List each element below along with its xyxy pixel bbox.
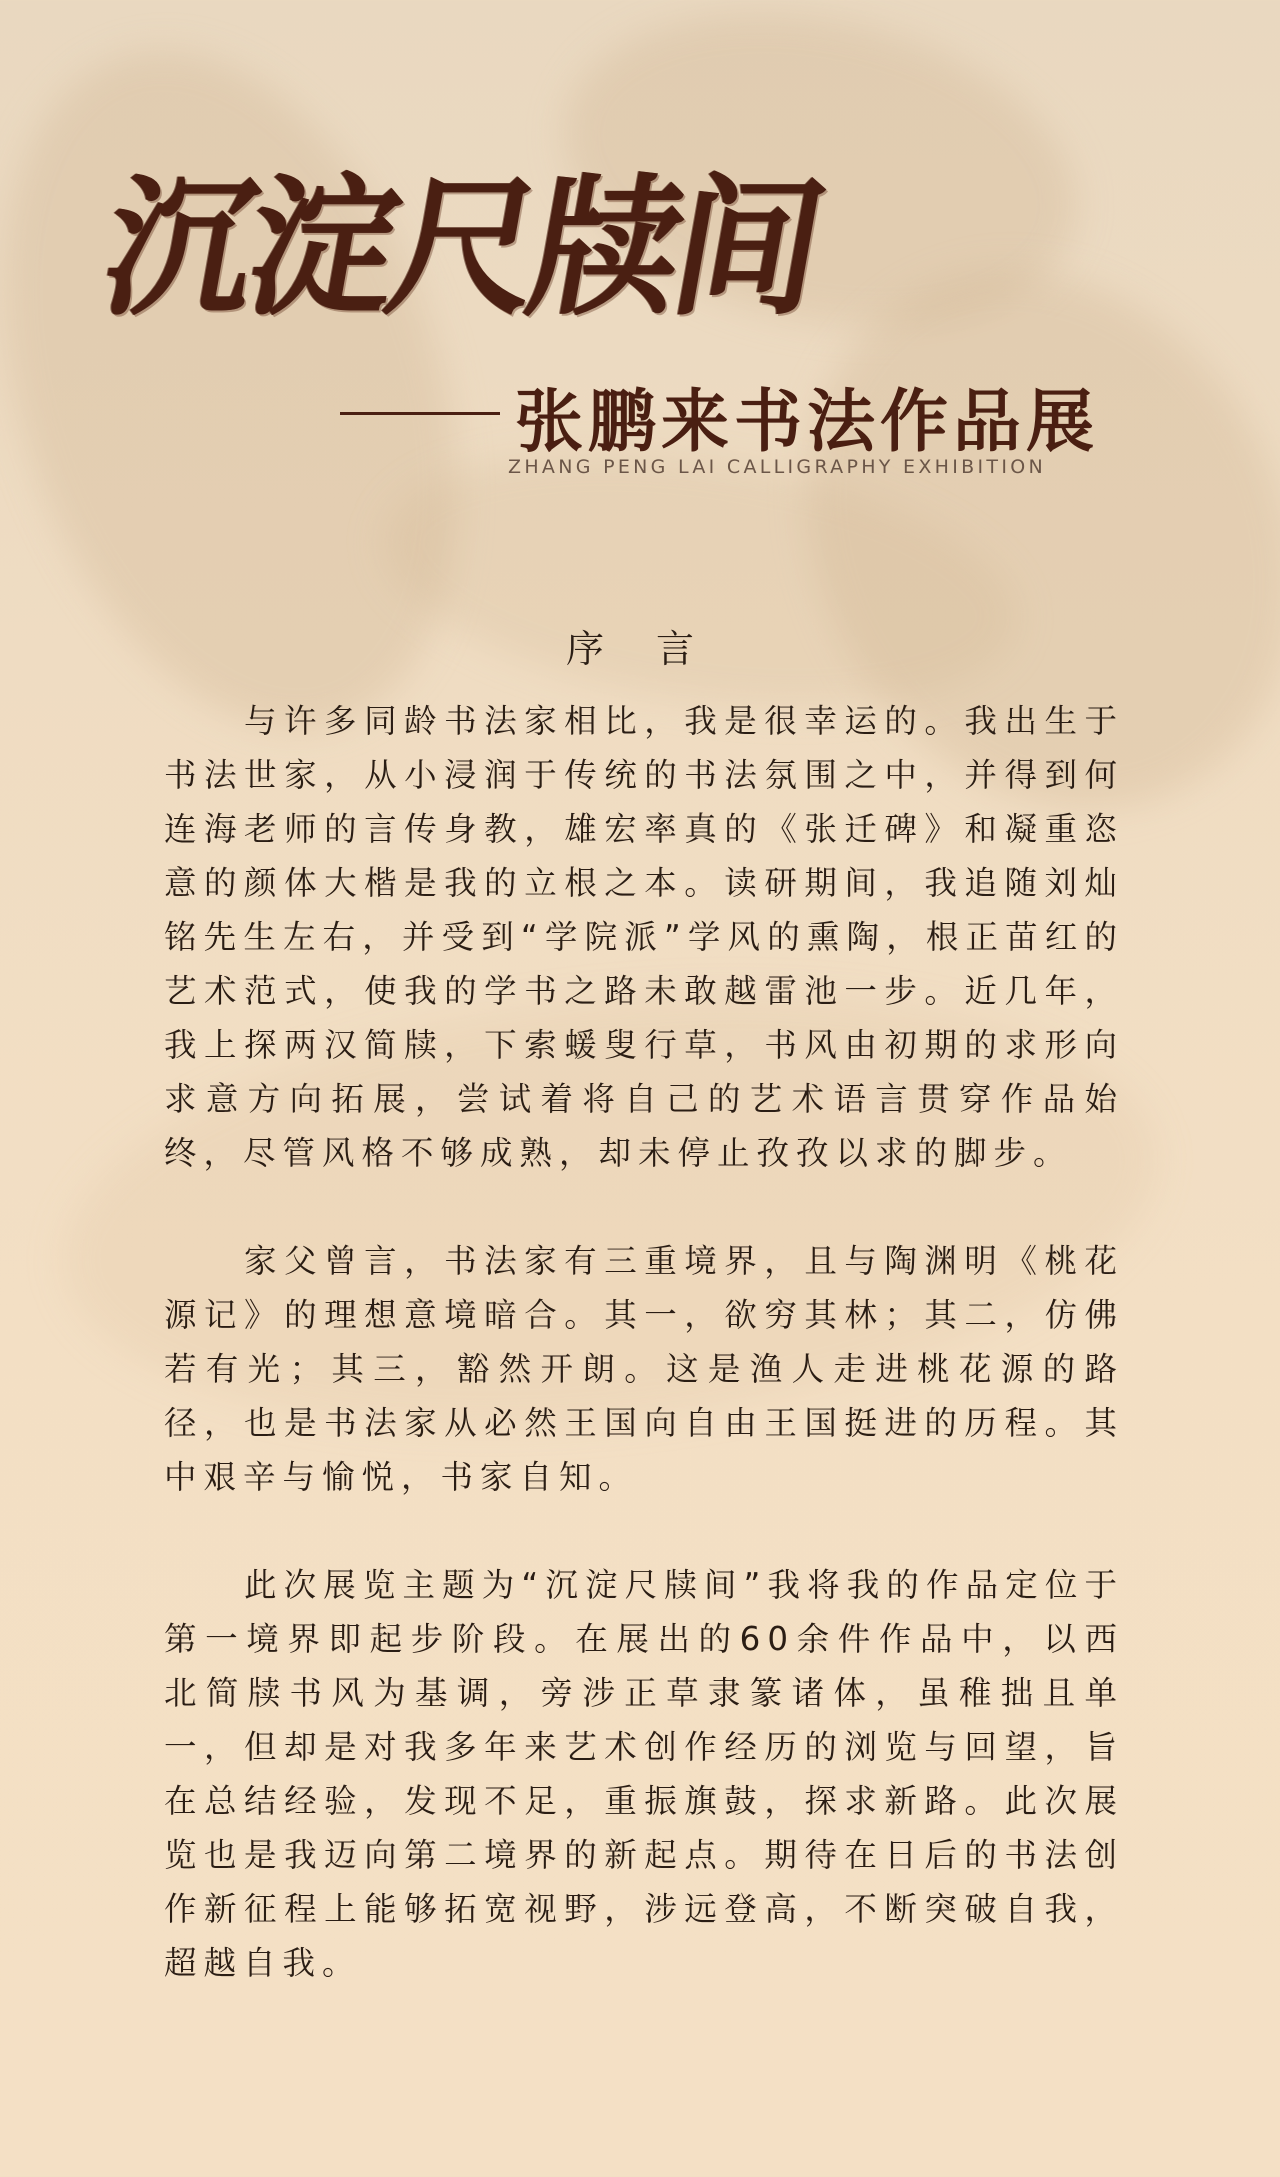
exhibition-subtitle: 张鹏来书法作品展 — [515, 382, 1100, 462]
preface-heading: 序 言 — [565, 627, 715, 671]
preface-body — [164, 694, 1124, 2044]
title-dash-divider — [340, 412, 500, 415]
subtitle-row — [330, 368, 1160, 462]
preface-paragraph: 此次展览主题为“沉淀尺牍间”我将我的作品定位于第一境界即起步阶段。在展出的60余件作品中，以西北简牍书风为基调，旁涉正草隶篆诸体，虽稚拙且单一，但却是对我多年来艺术创作经历的浏览与回望，旨在总结经验，发现不足，重振旗鼓，探求新路。此次展览也是我迈向第二境界的新起点。期待在日后的书法创作新征程上能够拓宽视野，涉远登高，不断突破自我，超越自我。 — [164, 1566, 1124, 1982]
exhibition-subtitle-english: ZHANG PENG LAI CALLIGRAPHY EXHIBITION — [508, 456, 1046, 478]
exhibition-title-text: 沉淀尺牍间 — [91, 158, 833, 337]
exhibition-title-calligraphy — [91, 128, 848, 337]
preface-paragraph: 与许多同龄书法家相比，我是很幸运的。我出生于书法世家，从小浸润于传统的书法氛围之中，并得到何连海老师的言传身教，雄宏率真的《张迁碑》和凝重恣意的颜体大楷是我的立根之本。读研期间，我追随刘灿铭先生左右，并受到“学院派”学风的熏陶，根正苗红的艺术范式，使我的学书之路未敢越雷池一步。近几年，我上探两汉简牍，下索蝯叟行草，书风由初期的求形向求意方向拓展，尝试着将自己的艺术语言贯穿作品始终，尽管风格不够成熟，却未停止孜孜以求的脚步。 — [164, 702, 1124, 1172]
preface-paragraph: 家父曾言，书法家有三重境界，且与陶渊明《桃花源记》的理想意境暗合。其一，欲穷其林；其二，仿佛若有光；其三，豁然开朗。这是渔人走进桃花源的路径，也是书法家从必然王国向自由王国挺进的历程。其中艰辛与愉悦，书家自知。 — [164, 1242, 1124, 1496]
